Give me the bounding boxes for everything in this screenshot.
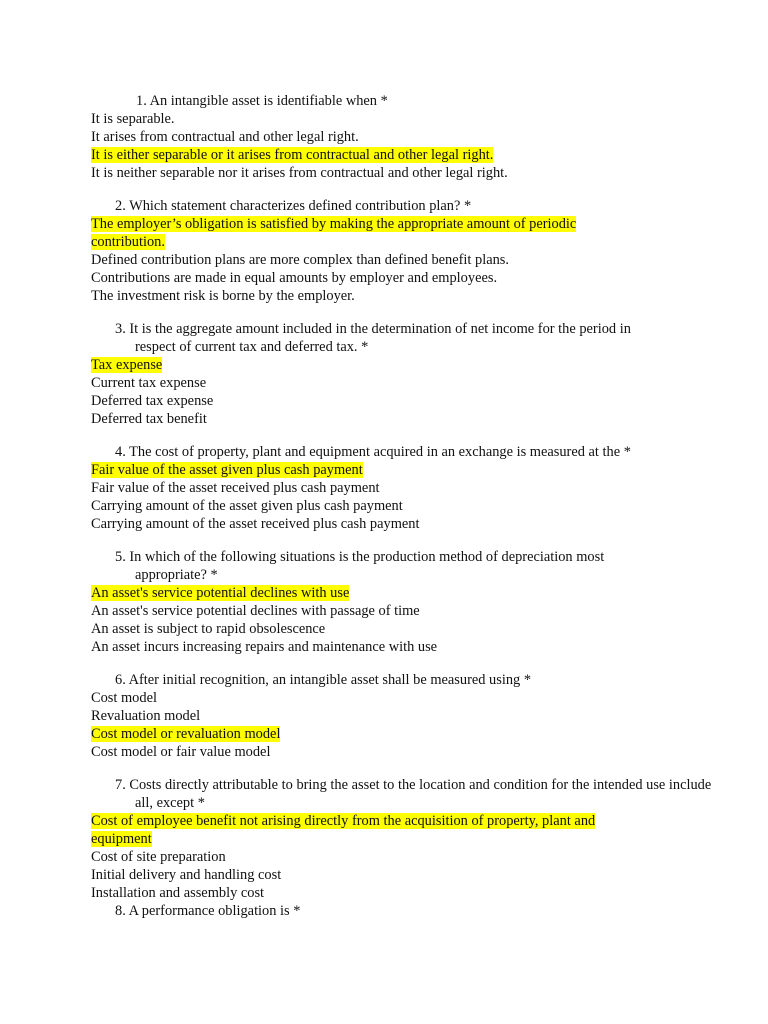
highlighted-answer: Tax expense	[91, 357, 163, 373]
question-6	[91, 671, 691, 761]
question-text: 8. A performance obligation is *	[115, 903, 301, 919]
option: The investment risk is borne by the employer.	[91, 288, 355, 304]
option: Installation and assembly cost	[91, 885, 265, 901]
highlighted-answer: Cost of employee benefit not arising directly from the acquisition of property, plant and equipment	[91, 813, 596, 847]
question-5	[91, 548, 691, 656]
highlighted-answer: Cost model or revaluation model	[91, 726, 281, 742]
option: Carrying amount of the asset given plus cash payment	[91, 498, 403, 514]
question-text: 5. In which of the following situations is the production method of depreciation most appropriate? *	[115, 549, 605, 583]
option: Current tax expense	[91, 375, 207, 391]
option: Contributions are made in equal amounts by employer and employees.	[91, 270, 498, 286]
option: Cost of site preparation	[91, 849, 226, 865]
question-text: 1. An intangible asset is identifiable when *	[136, 93, 388, 109]
option: Cost model	[91, 690, 157, 706]
highlighted-answer: An asset's service potential declines with use	[91, 585, 350, 601]
question-4	[91, 443, 691, 533]
question-text: 4. The cost of property, plant and equipment acquired in an exchange is measured at the *	[115, 444, 631, 460]
option: Defined contribution plans are more complex than defined benefit plans.	[91, 252, 509, 268]
option: It is neither separable nor it arises from contractual and other legal right.	[91, 165, 508, 181]
question-text: 2. Which statement characterizes defined contribution plan? *	[115, 198, 472, 214]
highlighted-answer: It is either separable or it arises from contractual and other legal right.	[91, 147, 494, 163]
question-7	[91, 776, 712, 902]
question-text: 7. Costs directly attributable to bring the asset to the location and condition for the intended use include all, except *	[115, 777, 712, 811]
question-text: 3. It is the aggregate amount included in the determination of net income for the period in respect of current tax and deferred tax. *	[115, 321, 631, 355]
option: Carrying amount of the asset received plus cash payment	[91, 516, 420, 532]
option: An asset incurs increasing repairs and maintenance with use	[91, 639, 438, 655]
option: It arises from contractual and other legal right.	[91, 129, 359, 145]
option: It is separable.	[91, 111, 175, 127]
option: Deferred tax expense	[91, 393, 214, 409]
option: An asset is subject to rapid obsolescence	[91, 621, 326, 637]
option: Fair value of the asset received plus cash payment	[91, 480, 380, 496]
option: Initial delivery and handling cost	[91, 867, 282, 883]
question-text: 6. After initial recognition, an intangible asset shall be measured using *	[115, 672, 532, 688]
question-list	[91, 92, 712, 935]
highlighted-answer: Fair value of the asset given plus cash payment	[91, 462, 363, 478]
question-2	[91, 197, 691, 305]
option: Deferred tax benefit	[91, 411, 207, 427]
question-3	[91, 320, 691, 428]
question-8	[91, 902, 691, 920]
option: Revaluation model	[91, 708, 201, 724]
question-1	[91, 92, 691, 182]
option: Cost model or fair value model	[91, 744, 271, 760]
highlighted-answer: The employer’s obligation is satisfied by making the appropriate amount of periodic contribution.	[91, 216, 577, 250]
option: An asset's service potential declines with passage of time	[91, 603, 420, 619]
